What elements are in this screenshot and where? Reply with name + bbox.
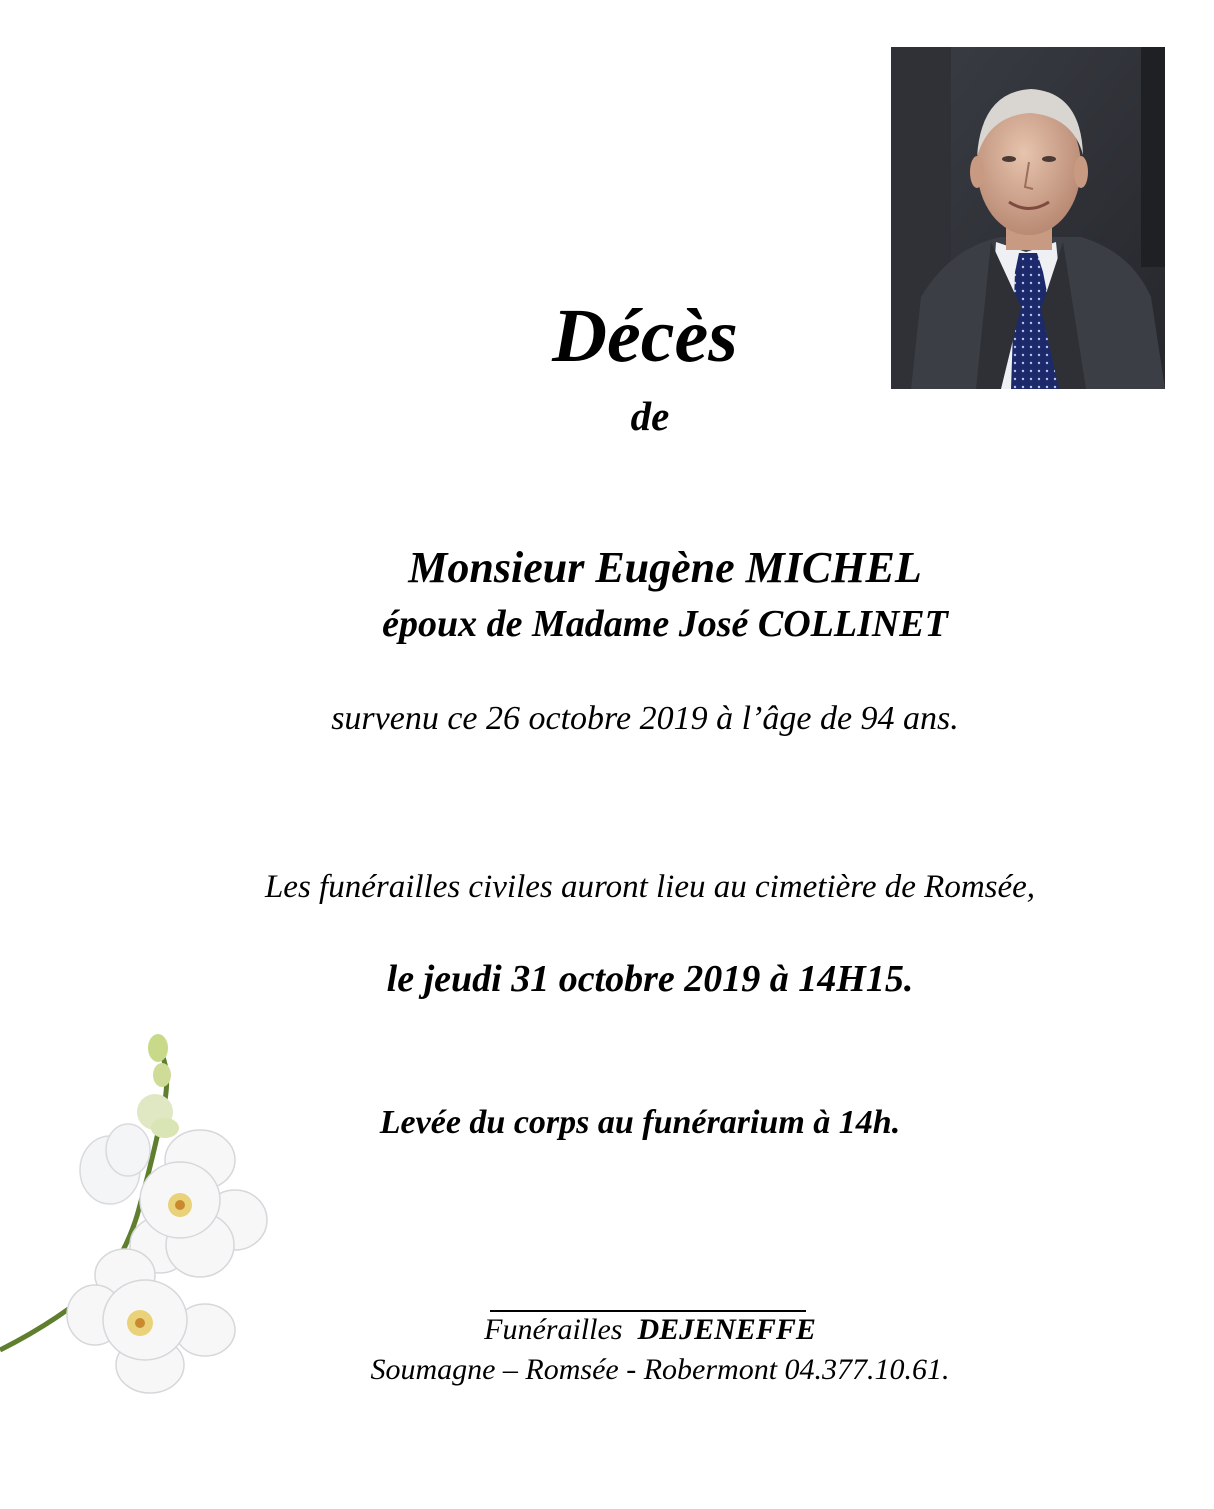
funeral-home-line	[400, 1313, 900, 1347]
footer-separator	[490, 1310, 806, 1312]
notice-de: de	[630, 393, 670, 439]
funeral-home-address: Soumagne – Romsée - Robermont 04.377.10.61.	[370, 1353, 950, 1386]
orchid-flower-image	[0, 1030, 300, 1400]
funeral-home-prefix: Funérailles	[484, 1313, 623, 1346]
notice-title: Décès	[552, 294, 738, 378]
spouse-line: époux de Madame José COLLINET	[382, 603, 948, 645]
funeral-home-name: DEJENEFFE	[637, 1313, 816, 1346]
deceased-name: Monsieur Eugène MICHEL	[408, 543, 922, 592]
levee-line: Levée du corps au funérarium à 14h.	[379, 1104, 901, 1141]
funerals-date-line: le jeudi 31 octobre 2019 à 14H15.	[386, 958, 914, 1000]
death-date-line: survenu ce 26 octobre 2019 à l’âge de 94 ans.	[331, 700, 959, 737]
portrait-photo	[891, 47, 1165, 389]
funerals-location-line: Les funérailles civiles auront lieu au cimetière de Romsée,	[264, 869, 1036, 905]
